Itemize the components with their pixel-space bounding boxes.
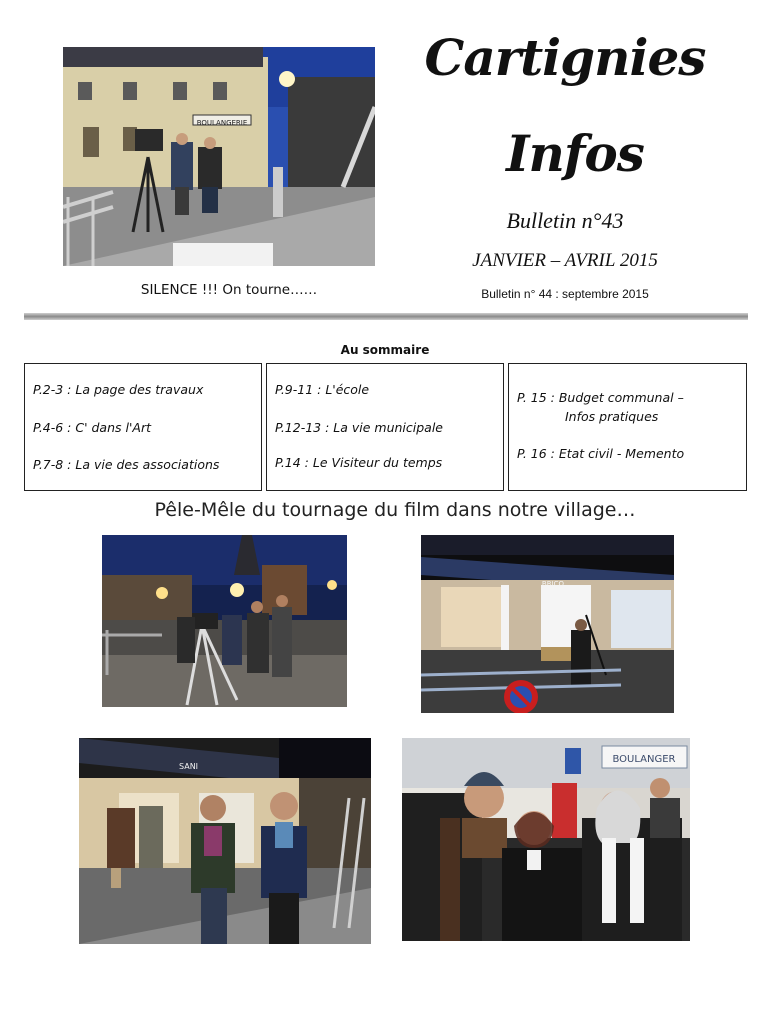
- brico-sign-text: BRICO: [541, 580, 565, 588]
- sommaire-item: P.4-6 : C' dans l'Art: [33, 420, 152, 435]
- gallery-photo-night-square: [102, 535, 347, 707]
- bakery-sign-text: BOULANGERIE: [196, 119, 248, 127]
- header-divider: [24, 313, 748, 320]
- sommaire-box-3: [508, 363, 747, 491]
- sommaire-item: P. 16 : Etat civil - Memento: [517, 446, 685, 461]
- sommaire-item: P.9-11 : L'école: [275, 382, 370, 397]
- sommaire-item: P.2-3 : La page des travaux: [33, 382, 204, 397]
- boulanger-sign-text: BOULANGER: [612, 754, 676, 765]
- cover-photo: [63, 47, 375, 266]
- sommaire-item: P. 15 : Budget communal –: [517, 390, 684, 405]
- sommaire-item: P.7-8 : La vie des associations: [33, 457, 220, 472]
- bulletin-number: Bulletin n°43: [506, 208, 624, 233]
- sommaire-item: Infos pratiques: [565, 409, 659, 424]
- gallery-photo-two-men: [79, 738, 371, 944]
- newsletter-subtitle: Infos: [506, 124, 644, 183]
- sommaire-item: P.12-13 : La vie municipale: [275, 420, 443, 435]
- sommaire-box-1: [24, 363, 262, 491]
- sommaire-item: P.14 : Le Visiteur du temps: [275, 455, 443, 470]
- gallery-caption: Pêle-Mêle du tournage du film dans notre village…: [154, 499, 636, 521]
- bulletin-period: JANVIER – AVRIL 2015: [472, 250, 658, 271]
- newsletter-title: Cartignies: [424, 28, 706, 87]
- sommaire-title: Au sommaire: [340, 343, 430, 357]
- gallery-photo-group: [402, 738, 690, 941]
- cover-photo-caption: SILENCE !!! On tourne……: [140, 282, 318, 298]
- next-bulletin-note: Bulletin n° 44 : septembre 2015: [481, 287, 649, 301]
- sani-sign-text: SANI: [179, 762, 199, 771]
- gallery-photo-brico-store: [421, 535, 674, 713]
- sommaire-box-2: [266, 363, 504, 491]
